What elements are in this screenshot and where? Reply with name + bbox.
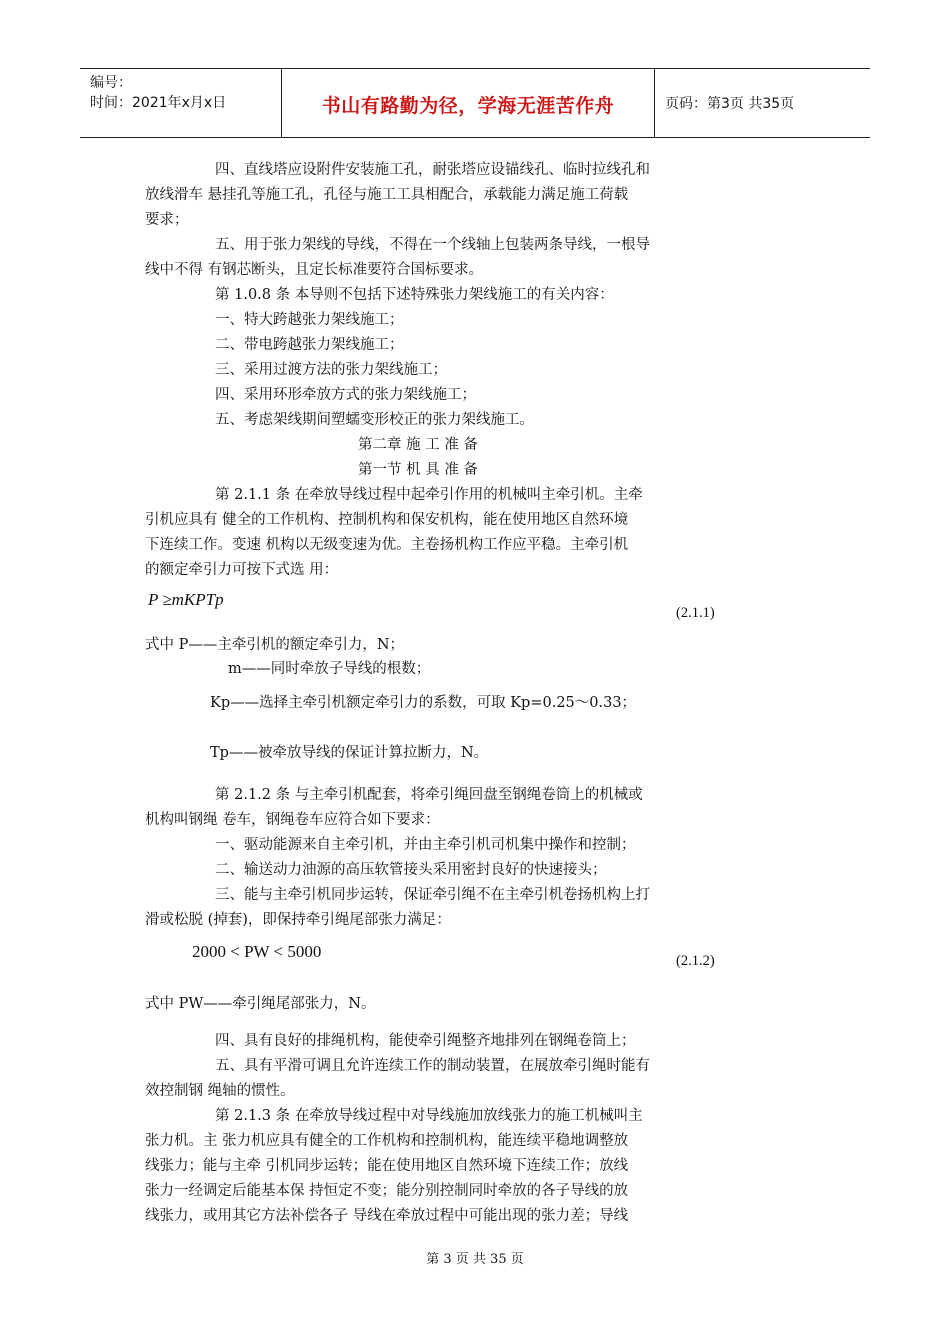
formula-2-1-2: 2000 < PW < 5000 <box>192 942 322 961</box>
document-number-label: 编号： <box>90 75 132 91</box>
section-title: 第一节 机 具 准 备 <box>358 462 478 478</box>
equation-number: (2.1.2) <box>676 953 715 969</box>
paragraph-line: 四、直线塔应设附件安装施工孔，耐张塔应设锚线孔、临时拉线孔和 <box>215 162 650 178</box>
paragraph-line: 线中不得 有钢芯断头，且定长标准要符合国标要求。 <box>145 262 484 278</box>
page-footer: 第 3 页 共 35 页 <box>426 1252 524 1267</box>
paragraph-line: 引机应具有 健全的工作机构、控制机构和保安机构，能在使用地区自然环境 <box>145 512 629 528</box>
list-item: 四、采用环形牵放方式的张力架线施工； <box>215 387 476 403</box>
paragraph-line: 的额定牵引力可按下式选 用： <box>145 562 339 578</box>
list-item: 二、带电跨越张力架线施工； <box>215 337 404 353</box>
list-item: 一、特大跨越张力架线施工； <box>215 312 404 328</box>
paragraph-line: 滑或松脱 (掉套)，即保持牵引绳尾部张力满足： <box>145 912 451 928</box>
definition-line: 式中 PW——牵引绳尾部张力，N。 <box>145 996 376 1012</box>
list-item: 一、驱动能源来自主牵引机，并由主牵引机司机集中操作和控制； <box>215 837 636 853</box>
paragraph-line: 要求； <box>145 212 189 228</box>
list-item: 二、输送动力油源的高压软管接头采用密封良好的快速接头； <box>215 862 607 878</box>
paragraph-line: 机构叫钢绳 卷车，钢绳卷车应符合如下要求： <box>145 812 440 828</box>
list-item: 五、具有平滑可调且允许连续工作的制动装置，在展放牵引绳时能有 <box>215 1058 650 1074</box>
clause-heading: 第 2.1.2 条 与主牵引机配套，将牵引绳回盘至钢绳卷筒上的机械或 <box>215 787 643 803</box>
list-item: 四、具有良好的排绳机构，能使牵引绳整齐地排列在钢绳卷筒上； <box>215 1033 636 1049</box>
clause-heading: 第 1.0.8 条 本导则不包括下述特殊张力架线施工的有关内容： <box>215 287 614 303</box>
paragraph-line: 放线滑车 悬挂孔等施工孔，孔径与施工工具相配合，承载能力满足施工荷载 <box>145 187 629 203</box>
definition-line: Tp——被牵放导线的保证计算拉断力，N。 <box>210 745 489 761</box>
definition-line: Kp——选择主牵引机额定牵引力的系数，可取 Kp=0.25～0.33； <box>210 695 637 711</box>
paragraph-line: 线张力，或用其它方法补偿各子 导线在牵放过程中可能出现的张力差；导线 <box>145 1208 629 1224</box>
header-table <box>80 68 870 138</box>
paragraph-line: 张力一经调定后能基本保 持恒定不变；能分别控制同时牵放的各子导线的放 <box>145 1183 629 1199</box>
header-info-cell <box>80 69 282 137</box>
page-number-label: 页码：第3页 共35页 <box>665 96 795 112</box>
document-time-label: 时间：2021年x月x日 <box>90 95 227 111</box>
clause-heading: 第 2.1.3 条 在牵放导线过程中对导线施加放线张力的施工机械叫主 <box>215 1108 643 1124</box>
paragraph-line: 效控制钢 绳轴的惯性。 <box>145 1083 295 1099</box>
list-item: 三、能与主牵引机同步运转，保证牵引绳不在主牵引机卷扬机构上打 <box>215 887 650 903</box>
clause-heading: 第 2.1.1 条 在牵放导线过程中起牵引作用的机械叫主牵引机。主牵 <box>215 487 643 503</box>
list-item: 三、采用过渡方法的张力架线施工； <box>215 362 447 378</box>
chapter-title: 第二章 施 工 准 备 <box>358 437 478 453</box>
paragraph-line: 线张力；能与主牵 引机同步运转；能在使用地区自然环境下连续工作；放线 <box>145 1158 629 1174</box>
motto-text: 书山有路勤为径，学海无涯苦作舟 <box>321 95 615 117</box>
paragraph-line: 五、用于张力架线的导线，不得在一个线轴上包装两条导线，一根导 <box>215 237 650 253</box>
paragraph-line: 下连续工作。变速 机构以无级变速为优。主卷扬机构工作应平稳。主牵引机 <box>145 537 629 553</box>
definition-line: 式中 P——主牵引机的额定牵引力，N； <box>145 637 405 653</box>
equation-number: (2.1.1) <box>676 605 715 621</box>
list-item: 五、考虑架线期间塑蠕变形校正的张力架线施工。 <box>215 412 534 428</box>
definition-line: m——同时牵放子导线的根数； <box>228 661 431 677</box>
header-motto-cell <box>282 69 655 137</box>
header-page-cell <box>655 69 870 137</box>
formula-2-1-1: P ≥mKPTp <box>148 590 224 609</box>
paragraph-line: 张力机。主 张力机应具有健全的工作机构和控制机构，能连续平稳地调整放 <box>145 1133 629 1149</box>
